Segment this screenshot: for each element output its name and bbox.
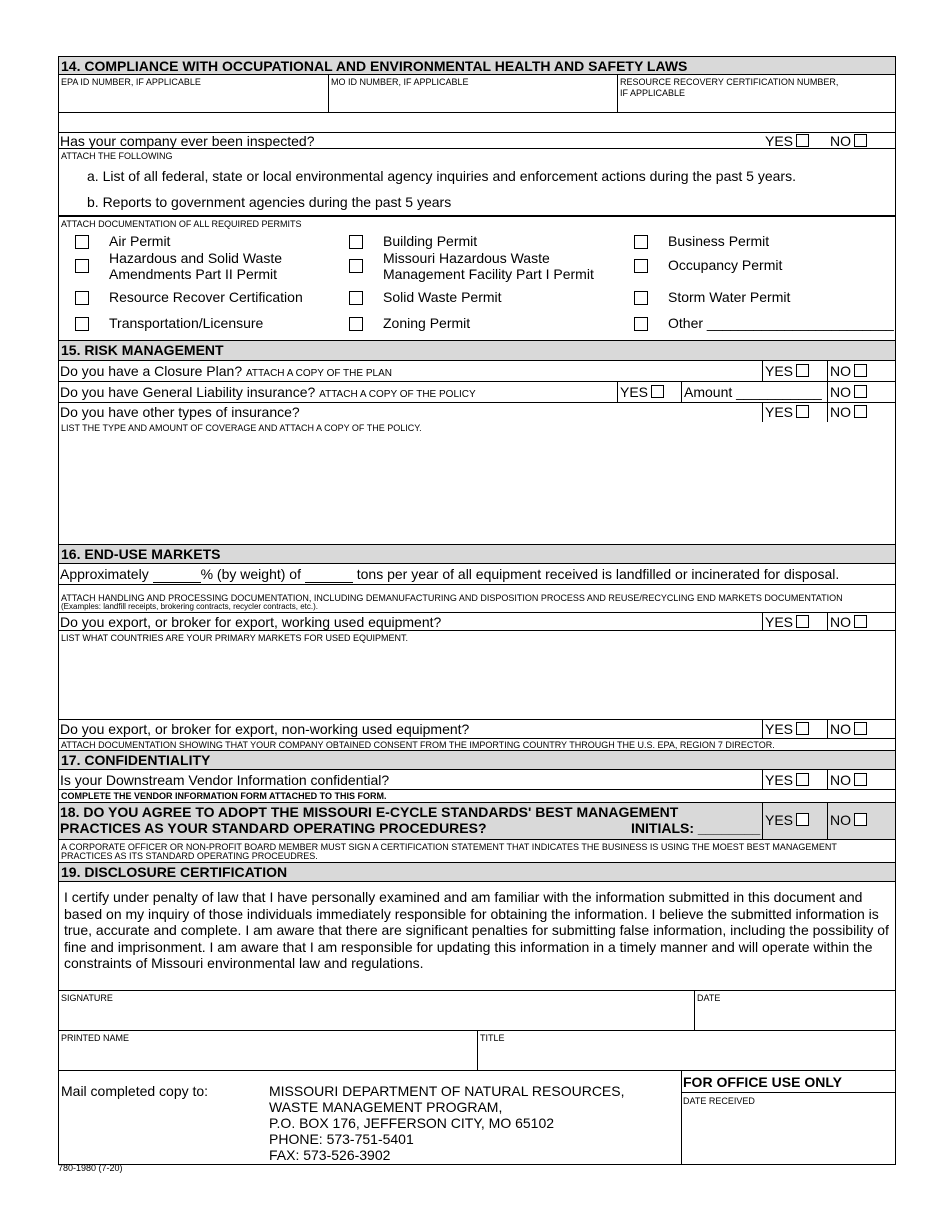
permits-block — [58, 217, 896, 341]
closure-row — [58, 361, 896, 382]
yes-label: YES — [765, 363, 794, 379]
approx-text-2: % (by weight) of — [200, 566, 301, 582]
yes-label: YES — [765, 721, 794, 737]
liability-no-checkbox[interactable] — [854, 385, 867, 398]
no-label: NO — [830, 772, 851, 788]
section-18-header — [58, 803, 896, 840]
rr-cert-label-2: IF APPLICABLE — [620, 88, 686, 98]
confidential-row — [58, 770, 896, 790]
section-19-title: 19. DISCLOSURE CERTIFICATION — [61, 864, 288, 880]
liability-yes-checkbox[interactable] — [651, 385, 664, 398]
closure-note: ATTACH A COPY OF THE PLAN — [246, 368, 392, 379]
confidential-yes-checkbox[interactable] — [796, 773, 809, 786]
signature-row — [58, 991, 896, 1031]
rr-cert-label-1: RESOURCE RECOVERY CERTIFICATION NUMBER, — [620, 77, 839, 87]
handling-docs-row — [58, 585, 896, 613]
liability-row — [58, 382, 896, 403]
section-19-header — [58, 863, 896, 882]
liability-note: ATTACH A COPY OF THE POLICY — [319, 389, 476, 400]
permit-label: Resource Recover Certification — [109, 289, 303, 305]
epa-id-label: EPA ID NUMBER, IF APPLICABLE — [61, 77, 201, 87]
mo-id-label: MO ID NUMBER, IF APPLICABLE — [331, 77, 469, 87]
form — [58, 56, 896, 1165]
attach-item-a: a. List of all federal, state or local environmental agency inquiries and enforcement actions during the past 5 years. — [87, 168, 796, 184]
permit-checkbox[interactable] — [349, 291, 363, 305]
handling-docs-examples: (Examples: landfill receipts, brokering contracts, recycler contracts, etc.). — [61, 602, 318, 611]
mo-id-input[interactable] — [331, 91, 617, 109]
yes-label: YES — [765, 404, 794, 420]
adopt-bmp-no-checkbox[interactable] — [854, 813, 867, 826]
officer-note-2: PRACTICES AS ITS STANDARD OPERATING PROCEUDRES. — [61, 851, 318, 861]
permit-checkbox[interactable] — [349, 317, 363, 331]
other-insurance-question: Do you have other types of insurance? — [60, 404, 300, 420]
permit-label: Other ________________________ — [668, 315, 894, 331]
permit-label: Occupancy Permit — [668, 257, 783, 273]
closure-no-checkbox[interactable] — [854, 364, 867, 377]
permit-label: Missouri Hazardous Waste Management Facility Part I Permit — [383, 250, 594, 282]
handling-docs-note: ATTACH HANDLING AND PROCESSING DOCUMENTATION, INCLUDING DEMANUFACTURING AND DISPOSITION PROCESS AND REUSE/RECYCLING END MARKETS DOCUMENTATION — [61, 593, 843, 603]
attach-following-label: ATTACH THE FOLLOWING — [61, 151, 173, 161]
no-label: NO — [830, 133, 851, 149]
permit-checkbox[interactable] — [634, 291, 648, 305]
signature-input[interactable] — [61, 1005, 693, 1027]
attach-following-block — [58, 149, 896, 217]
countries-list-label: LIST WHAT COUNTRIES ARE YOUR PRIMARY MARKETS FOR USED EQUIPMENT. — [61, 633, 409, 643]
percent-blank[interactable] — [153, 566, 201, 583]
date-input[interactable] — [697, 1005, 896, 1027]
export-nonworking-row — [58, 720, 896, 739]
countries-list-area[interactable] — [58, 631, 896, 720]
insurance-list-label: LIST THE TYPE AND AMOUNT OF COVERAGE AND ATTACH A COPY OF THE POLICY. — [61, 423, 422, 433]
printed-name-row — [58, 1031, 896, 1071]
consent-row — [58, 739, 896, 751]
no-label: NO — [830, 384, 851, 400]
certification-block — [58, 882, 896, 991]
confidential-question: Is your Downstream Vendor Information confidential? — [60, 772, 390, 788]
certification-text: I certify under penalty of law that I have personally examined and am familiar with the information submitted in this document and based on my inquiry of those individuals immediately responsible for obtaining the information. I believe the submitted information is true, accurate and complete. I am aware that there are significant penalties for submitting false information, including the possibility of fine and imprisonment. I am aware that I am responsible for updating this information in a timely manner and will operate within the constraints of Missouri environmental law and regulations. — [64, 889, 889, 971]
inspected-question: Has your company ever been inspected? — [60, 133, 315, 149]
permit-checkbox[interactable] — [75, 291, 89, 305]
export-working-yes-checkbox[interactable] — [796, 615, 809, 628]
other-insurance-yes-checkbox[interactable] — [796, 405, 809, 418]
yes-label: YES — [765, 133, 794, 149]
mail-address-line: P.O. BOX 176, JEFFERSON CITY, MO 65102 — [269, 1115, 555, 1131]
mail-label: Mail completed copy to: — [61, 1083, 209, 1099]
initials-field[interactable]: INITIALS: ________ — [631, 820, 761, 836]
insurance-list-area[interactable] — [58, 422, 896, 545]
export-working-row — [58, 613, 896, 631]
title-input[interactable] — [480, 1045, 896, 1067]
inspected-yes-checkbox[interactable] — [796, 134, 809, 147]
closure-yes-checkbox[interactable] — [796, 364, 809, 377]
permit-label: Zoning Permit — [383, 315, 471, 331]
section-18-title-2: PRACTICES AS YOUR STANDARD OPERATING PROCEDURES? — [60, 820, 487, 836]
export-working-question: Do you export, or broker for export, working used equipment? — [60, 614, 442, 630]
permit-label: Transportation/Licensure — [109, 315, 264, 331]
vendor-form-row — [58, 790, 896, 803]
mail-address-line: PHONE: 573-751-5401 — [269, 1131, 414, 1147]
permit-checkbox[interactable] — [634, 259, 648, 273]
section-14-header — [58, 56, 896, 75]
liability-question: Do you have General Liability insurance? — [60, 384, 316, 400]
section-17-header — [58, 751, 896, 770]
section-14-title: 14. COMPLIANCE WITH OCCUPATIONAL AND ENVIRONMENTAL HEALTH AND SAFETY LAWS — [61, 58, 688, 74]
no-label: NO — [830, 721, 851, 737]
officer-note-1: A CORPORATE OFFICER OR NON-PROFIT BOARD MEMBER MUST SIGN A CERTIFICATION STATEMENT THAT INDICATES THE BUSINESS IS USING THE MOEST BEST MANAGEMENT — [61, 842, 837, 852]
tons-blank[interactable] — [305, 566, 353, 583]
printed-name-label: PRINTED NAME — [61, 1033, 130, 1043]
export-working-no-checkbox[interactable] — [854, 615, 867, 628]
section-16-title: 16. END-USE MARKETS — [61, 546, 221, 562]
attach-item-b: b. Reports to government agencies during the past 5 years — [87, 194, 452, 210]
export-nonworking-yes-checkbox[interactable] — [796, 722, 809, 735]
office-use-label: FOR OFFICE USE ONLY — [683, 1074, 842, 1090]
form-number: 780-1980 (7-20) — [58, 1163, 123, 1173]
vendor-form-note: COMPLETE THE VENDOR INFORMATION FORM ATTACHED TO THIS FORM. — [61, 791, 387, 801]
mail-address-line: FAX: 573-526-3902 — [269, 1147, 391, 1163]
permit-label: Hazardous and Solid Waste Amendments Part II Permit — [109, 250, 283, 282]
mail-block — [58, 1071, 896, 1165]
closure-question: Do you have a Closure Plan? — [60, 363, 243, 379]
consent-note: ATTACH DOCUMENTATION SHOWING THAT YOUR COMPANY OBTAINED CONSENT FROM THE IMPORTING COUNTRY THROUGH THE U.S. EPA, REGION 7 DIRECTOR. — [61, 740, 775, 750]
id-numbers-row — [58, 75, 896, 113]
date-received-label: DATE RECEIVED — [683, 1096, 755, 1106]
yes-label: YES — [620, 384, 649, 400]
title-label: TITLE — [480, 1033, 505, 1043]
permit-label: Building Permit — [383, 233, 478, 249]
yes-label: YES — [765, 772, 794, 788]
rr-cert-input[interactable] — [620, 100, 896, 112]
permit-label: Storm Water Permit — [668, 289, 791, 305]
export-nonworking-no-checkbox[interactable] — [854, 722, 867, 735]
other-insurance-no-checkbox[interactable] — [854, 405, 867, 418]
permit-checkbox[interactable] — [75, 235, 89, 249]
other-insurance-row — [58, 403, 896, 422]
section-15-header — [58, 341, 896, 361]
landfill-row — [58, 564, 896, 585]
yes-label: YES — [765, 812, 794, 828]
no-label: NO — [830, 363, 851, 379]
permit-checkbox[interactable] — [349, 235, 363, 249]
no-label: NO — [830, 614, 851, 630]
permit-checkbox[interactable] — [349, 259, 363, 273]
no-label: NO — [830, 812, 851, 828]
liability-amount-field[interactable]: Amount ___________ — [684, 384, 822, 400]
permit-checkbox[interactable] — [634, 235, 648, 249]
printed-name-input[interactable] — [61, 1045, 475, 1067]
mail-address-line: WASTE MANAGEMENT PROGRAM, — [269, 1099, 503, 1115]
signature-label: SIGNATURE — [61, 993, 113, 1003]
yes-label: YES — [765, 614, 794, 630]
export-nonworking-question: Do you export, or broker for export, non-working used equipment? — [60, 721, 470, 737]
approx-text-1: Approximately — [60, 566, 149, 582]
officer-note-row — [58, 840, 896, 863]
mail-address-line: MISSOURI DEPARTMENT OF NATURAL RESOURCES, — [269, 1083, 625, 1099]
no-label: NO — [830, 404, 851, 420]
section-15-title: 15. RISK MANAGEMENT — [61, 342, 224, 358]
date-label: DATE — [697, 993, 721, 1003]
permit-checkbox[interactable] — [634, 317, 648, 331]
epa-id-input[interactable] — [61, 91, 327, 109]
approx-text-3: tons per year of all equipment received is landfilled or incinerated for disposal. — [356, 566, 840, 582]
permit-label: Air Permit — [109, 233, 171, 249]
permit-label: Solid Waste Permit — [383, 289, 502, 305]
mail-address — [269, 1083, 625, 1163]
section-17-title: 17. CONFIDENTIALITY — [61, 752, 211, 768]
confidential-no-checkbox[interactable] — [854, 773, 867, 786]
adopt-bmp-yes-checkbox[interactable] — [796, 813, 809, 826]
permit-checkbox[interactable] — [75, 317, 89, 331]
section-18-title-1: 18. DO YOU AGREE TO ADOPT THE MISSOURI E-CYCLE STANDARDS' BEST MANAGEMENT — [60, 804, 679, 820]
section-16-header — [58, 545, 896, 564]
inspected-no-checkbox[interactable] — [854, 134, 867, 147]
permits-label: ATTACH DOCUMENTATION OF ALL REQUIRED PERMITS — [61, 219, 302, 229]
permit-label: Business Permit — [668, 233, 770, 249]
permit-checkbox[interactable] — [75, 259, 89, 273]
inspected-row — [58, 132, 896, 149]
